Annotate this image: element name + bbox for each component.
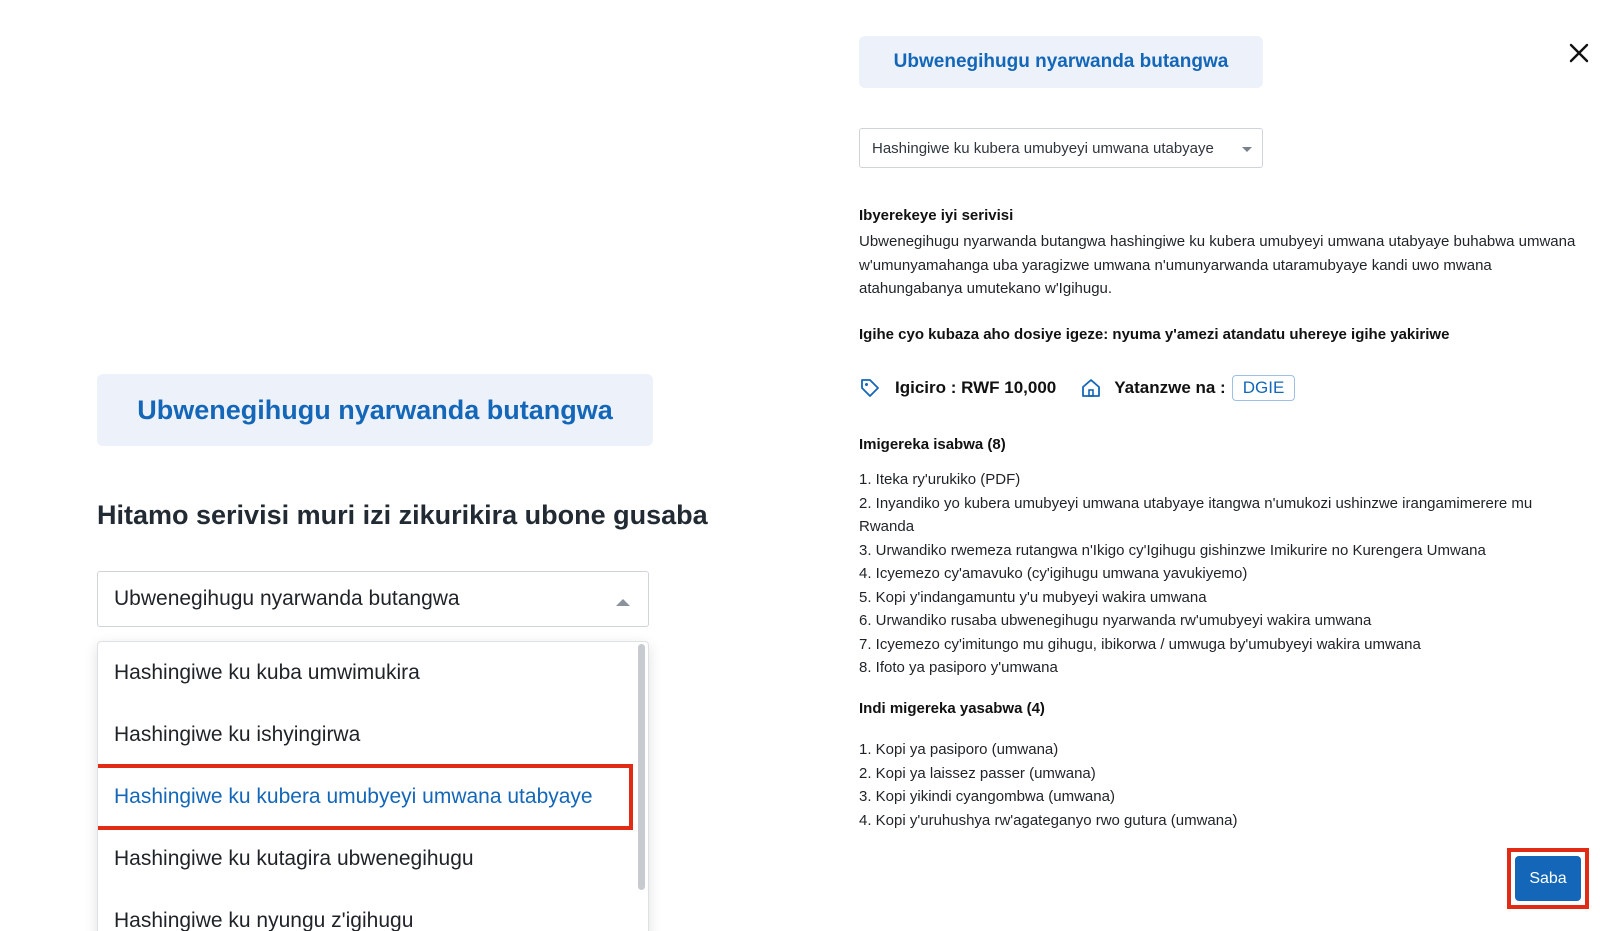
dropdown-option-ishyingirwa[interactable]: Hashingiwe ku ishyingirwa bbox=[114, 723, 361, 746]
list-item: 6. Urwandiko rusaba ubwenegihugu nyarwanda rw'umubyeyi wakira umwana bbox=[859, 612, 1372, 629]
dropdown-option-nyungu[interactable]: Hashingiwe ku nyungu z'igihugu bbox=[114, 909, 414, 931]
category-select-value: Ubwenegihugu nyarwanda butangwa bbox=[114, 587, 460, 610]
dropdown-option-umwimukira[interactable]: Hashingiwe ku kuba umwimukira bbox=[114, 661, 420, 684]
dropdown-option-ubwenegihugu[interactable]: Hashingiwe ku kutagira ubwenegihugu bbox=[114, 847, 474, 870]
chevron-up-icon bbox=[616, 599, 630, 606]
required-docs-list bbox=[859, 468, 1581, 680]
list-item: 4. Kopi y'uruhushya rw'agateganyo rwo gutura (umwana) bbox=[859, 811, 1238, 829]
description-body: Ubwenegihugu nyarwanda butangwa hashingiwe ku kubera umubyeyi umwana utabyaye buhabwa umwana w'umunyamahanga uba yaragizwe umwana n'umunyarwanda utaramubyaye kandi uwo mwana atahungabanya umutekano w'Igihugu. bbox=[859, 233, 1576, 297]
list-item: 7. Icyemezo cy'imitungo mu gihugu, ibikorwa / umwuga by'umubyeyi wakira umwana bbox=[859, 635, 1421, 653]
submit-button[interactable]: Saba bbox=[1515, 856, 1581, 901]
select-heading: Hitamo serivisi muri izi zikurikira ubone gusaba bbox=[97, 500, 708, 530]
dropdown-option-label: Hashingiwe ku kubera umubyeyi umwana utabyaye bbox=[114, 785, 593, 808]
list-item: 2. Kopi ya laissez passer (umwana) bbox=[859, 764, 1096, 782]
service-chip-large: Ubwenegihugu nyarwanda butangwa bbox=[97, 374, 653, 446]
home-icon bbox=[1080, 377, 1102, 399]
category-select[interactable] bbox=[97, 571, 649, 627]
close-button[interactable] bbox=[1564, 38, 1594, 68]
processing-time: Igihe cyo kubaza aho dosiye igeze: nyuma y'amezi atandatu uhereye igihe yakiriwe bbox=[859, 326, 1450, 343]
list-item: 1. Iteka ry'urukiko (PDF) bbox=[859, 471, 1021, 488]
sub-service-select[interactable] bbox=[859, 128, 1263, 168]
meta-row bbox=[859, 375, 1295, 401]
list-item: 5. Kopi y'indangamuntu y'u mubyeyi wakira umwana bbox=[859, 588, 1207, 606]
list-item: 8. Ifoto ya pasiporo y'umwana bbox=[859, 659, 1058, 676]
chevron-down-icon bbox=[1242, 147, 1252, 152]
list-item: 2. Inyandiko yo kubera umubyeyi umwana utabyaye itangwa n'umukozi ushinzwe irangamimerere mu Rwanda bbox=[859, 494, 1533, 535]
list-item: 4. Icyemezo cy'amavuko (cy'igihugu umwana yavukiyemo) bbox=[859, 565, 1248, 582]
required-docs-title: Imigereka isabwa (8) bbox=[859, 436, 1006, 453]
dropdown-scrollbar[interactable] bbox=[638, 644, 645, 890]
selection-highlight bbox=[97, 766, 631, 828]
price-label: Igiciro : RWF 10,000 bbox=[895, 378, 1057, 397]
right-pane bbox=[780, 0, 1600, 931]
provider-label: Yatanzwe na : bbox=[1114, 378, 1226, 397]
optional-docs-list bbox=[859, 738, 1581, 832]
list-item: 3. Urwandiko rwemeza rutangwa n'Ikigo cy'Igihugu gishinzwe Imikurire no Kurengera Umwana bbox=[859, 541, 1486, 559]
list-item: 1. Kopi ya pasiporo (umwana) bbox=[859, 741, 1059, 758]
provider-badge: DGIE bbox=[1232, 375, 1296, 401]
sub-service-select-value: Hashingiwe ku kubera umubyeyi umwana utabyaye bbox=[872, 139, 1214, 157]
service-chip-small: Ubwenegihugu nyarwanda butangwa bbox=[859, 36, 1263, 88]
optional-docs-title: Indi migereka yasabwa (4) bbox=[859, 700, 1045, 717]
left-pane bbox=[0, 0, 780, 931]
dropdown-option-umubyeyi-selected[interactable] bbox=[98, 766, 648, 828]
list-item: 3. Kopi yikindi cyangombwa (umwana) bbox=[859, 788, 1115, 805]
submit-highlight bbox=[1507, 848, 1589, 909]
price-tag-icon bbox=[859, 377, 881, 399]
description-title: Ibyerekeye iyi serivisi bbox=[859, 207, 1014, 224]
dropdown-list[interactable] bbox=[97, 641, 649, 931]
close-icon bbox=[1569, 43, 1589, 63]
